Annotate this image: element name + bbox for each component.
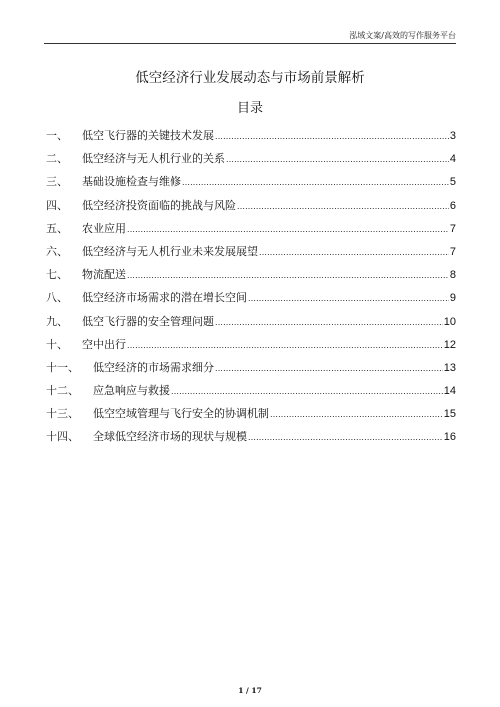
- toc-entry[interactable]: [46, 220, 456, 243]
- toc-dot-leader: [127, 340, 443, 350]
- toc-dot-leader: [237, 201, 449, 211]
- toc-entry-number: 一、: [46, 129, 68, 142]
- toc-entry[interactable]: [46, 266, 456, 289]
- header-divider: [44, 43, 456, 44]
- toc-entry[interactable]: [46, 243, 456, 266]
- toc-entry-number: 十、: [46, 337, 68, 351]
- toc-entry-title: 低空经济市场需求的潜在增长空间: [82, 291, 247, 305]
- toc-entry[interactable]: [46, 197, 456, 220]
- toc-dot-leader: [226, 154, 449, 164]
- toc-entry[interactable]: [46, 313, 456, 336]
- toc-entry[interactable]: [46, 289, 456, 312]
- toc-dot-leader: [215, 363, 443, 373]
- toc-entry-page: 13: [443, 361, 456, 374]
- table-of-contents: [46, 127, 456, 452]
- toc-entry-title: 空中出行: [82, 337, 126, 351]
- toc-entry-title: 全球低空经济市场的现状与规模: [93, 430, 247, 444]
- toc-entry-number: 十一、: [46, 360, 79, 374]
- toc-entry-page: 6: [449, 199, 456, 212]
- toc-dot-leader: [182, 177, 449, 187]
- toc-entry-number: 五、: [46, 221, 68, 235]
- toc-entry-number: 十三、: [46, 407, 79, 421]
- toc-entry-number: 二、: [46, 152, 68, 166]
- toc-entry-title: 低空空域管理与飞行安全的协调机制: [93, 407, 269, 421]
- toc-entry-page: 5: [449, 176, 456, 189]
- toc-entry-number: 九、: [46, 314, 68, 328]
- toc-entry-page: 8: [449, 269, 456, 282]
- toc-dot-leader: [248, 293, 449, 303]
- toc-entry-title: 低空经济与无人机行业的关系: [82, 152, 225, 166]
- toc-heading: 目录: [236, 101, 263, 116]
- toc-entry[interactable]: [46, 405, 456, 428]
- toc-dot-leader: [127, 270, 449, 280]
- toc-entry[interactable]: [46, 359, 456, 382]
- toc-entry-number: 八、: [46, 291, 68, 305]
- toc-entry-number: 六、: [46, 244, 68, 258]
- toc-entry-title: 应急响应与救援: [93, 384, 170, 398]
- toc-dot-leader: [259, 247, 449, 257]
- toc-dot-leader: [171, 386, 443, 396]
- toc-entry[interactable]: [46, 127, 456, 150]
- toc-entry[interactable]: [46, 428, 456, 451]
- toc-entry-title: 低空飞行器的关键技术发展: [82, 129, 214, 142]
- toc-entry-title: 农业应用: [82, 221, 126, 235]
- toc-dot-leader: [248, 432, 443, 442]
- document-title: 低空经济行业发展动态与市场前景解析: [135, 70, 365, 86]
- toc-entry-title: 低空经济的市场需求细分: [93, 360, 214, 374]
- toc-entry-title: 低空飞行器的安全管理问题: [82, 314, 214, 328]
- toc-entry-number: 十四、: [46, 430, 79, 444]
- toc-entry-page: 10: [443, 315, 456, 328]
- toc-dot-leader: [127, 224, 449, 234]
- toc-entry-page: 12: [443, 338, 456, 351]
- toc-entry-page: 3: [449, 130, 456, 142]
- toc-entry-page: 4: [449, 153, 456, 166]
- toc-entry-page: 16: [443, 431, 456, 444]
- toc-entry-title: 低空经济投资面临的挑战与风险: [82, 198, 236, 212]
- toc-entry-page: 7: [449, 222, 456, 235]
- toc-entry-title: 低空经济与无人机行业未来发展展望: [82, 244, 258, 258]
- toc-dot-leader: [215, 317, 443, 327]
- toc-entry-title: 物流配送: [82, 268, 126, 282]
- toc-entry-number: 七、: [46, 268, 68, 282]
- toc-entry[interactable]: [46, 336, 456, 359]
- page-header: 泓域文案/高效的写作服务平台: [349, 31, 456, 40]
- toc-dot-leader: [215, 131, 449, 141]
- toc-entry-page: 14: [443, 385, 456, 398]
- page-number: 1 / 17: [238, 686, 262, 695]
- toc-entry[interactable]: [46, 150, 456, 173]
- toc-entry-page: 9: [449, 292, 456, 305]
- toc-entry-number: 三、: [46, 175, 68, 189]
- toc-entry-number: 四、: [46, 198, 68, 212]
- toc-entry-title: 基础设施检查与维修: [82, 175, 181, 189]
- toc-entry[interactable]: [46, 382, 456, 405]
- toc-entry-number: 十二、: [46, 384, 79, 398]
- toc-entry-page: 7: [449, 245, 456, 258]
- toc-entry-page: 15: [443, 408, 456, 421]
- toc-dot-leader: [270, 409, 443, 419]
- toc-entry[interactable]: [46, 173, 456, 196]
